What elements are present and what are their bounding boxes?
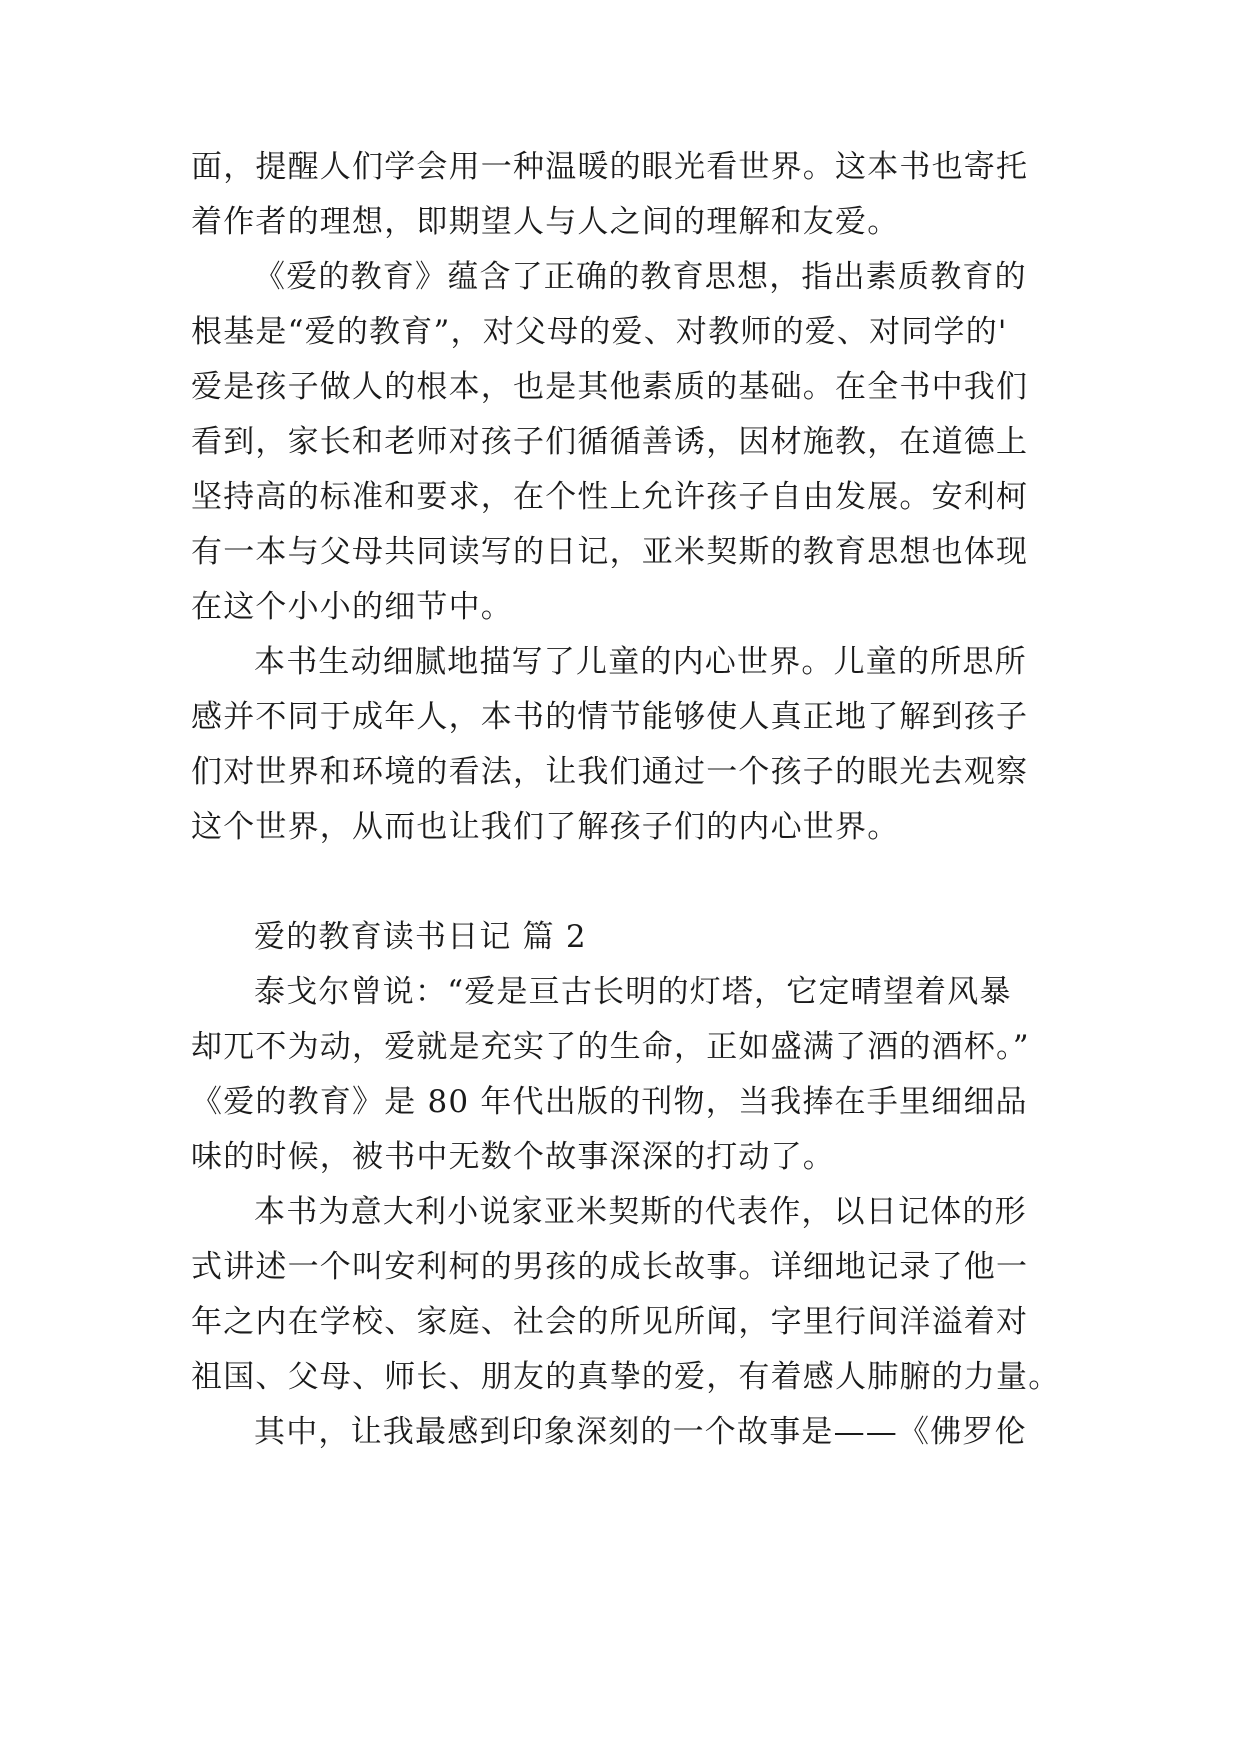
paragraph-start-line: 其中，让我最感到印象深刻的一个故事是——《佛罗伦 (254, 1414, 1027, 1450)
text-line: 年之内在学校、家庭、社会的所见所闻，字里行间洋溢着对 (191, 1304, 1029, 1340)
paragraph-start-line: 泰戈尔曾说：“爱是亘古长明的灯塔，它定晴望着风暴 (254, 974, 1012, 1010)
text-line: 《爱的教育》是 80 年代出版的刊物，当我捧在手里细细品 (191, 1084, 1028, 1120)
text-line: 坚持高的标准和要求，在个性上允许孩子自由发展。安利柯 (191, 479, 1029, 515)
paragraph-start-line: 《爱的教育》蕴含了正确的教育思想，指出素质教育的 (254, 259, 1027, 295)
text-line: 感并不同于成年人，本书的情节能够使人真正地了解到孩子 (191, 699, 1029, 735)
paragraph-start-line: 本书为意大利小说家亚米契斯的代表作，以日记体的形 (254, 1194, 1027, 1230)
text-line: 着作者的理想，即期望人与人之间的理解和友爱。 (191, 204, 900, 240)
text-line: 却兀不为动，爱就是充实了的生命，正如盛满了酒的酒杯。” (191, 1029, 1030, 1065)
text-line: 看到，家长和老师对孩子们循循善诱，因材施教，在道德上 (191, 424, 1029, 460)
text-line: 根基是“爱的教育”，对父母的爱、对教师的爱、对同学的' (191, 314, 1008, 350)
text-line: 祖国、父母、师长、朋友的真挚的爱，有着感人肺腑的力量。 (191, 1359, 1061, 1395)
text-line: 面，提醒人们学会用一种温暖的眼光看世界。这本书也寄托 (191, 149, 1029, 185)
text-line: 味的时候，被书中无数个故事深深的打动了。 (191, 1139, 835, 1175)
paragraph-start-line: 本书生动细腻地描写了儿童的内心世界。儿童的所思所 (254, 644, 1027, 680)
section-heading: 爱的教育读书日记 篇 2 (254, 919, 587, 955)
text-line: 这个世界，从而也让我们了解孩子们的内心世界。 (191, 809, 900, 845)
text-line: 式讲述一个叫安利柯的男孩的成长故事。详细地记录了他一 (191, 1249, 1029, 1285)
text-line: 在这个小小的细节中。 (191, 589, 513, 625)
text-line: 爱是孩子做人的根本，也是其他素质的基础。在全书中我们 (191, 369, 1029, 405)
text-line: 们对世界和环境的看法，让我们通过一个孩子的眼光去观察 (191, 754, 1029, 790)
text-line: 有一本与父母共同读写的日记，亚米契斯的教育思想也体现 (191, 534, 1029, 570)
